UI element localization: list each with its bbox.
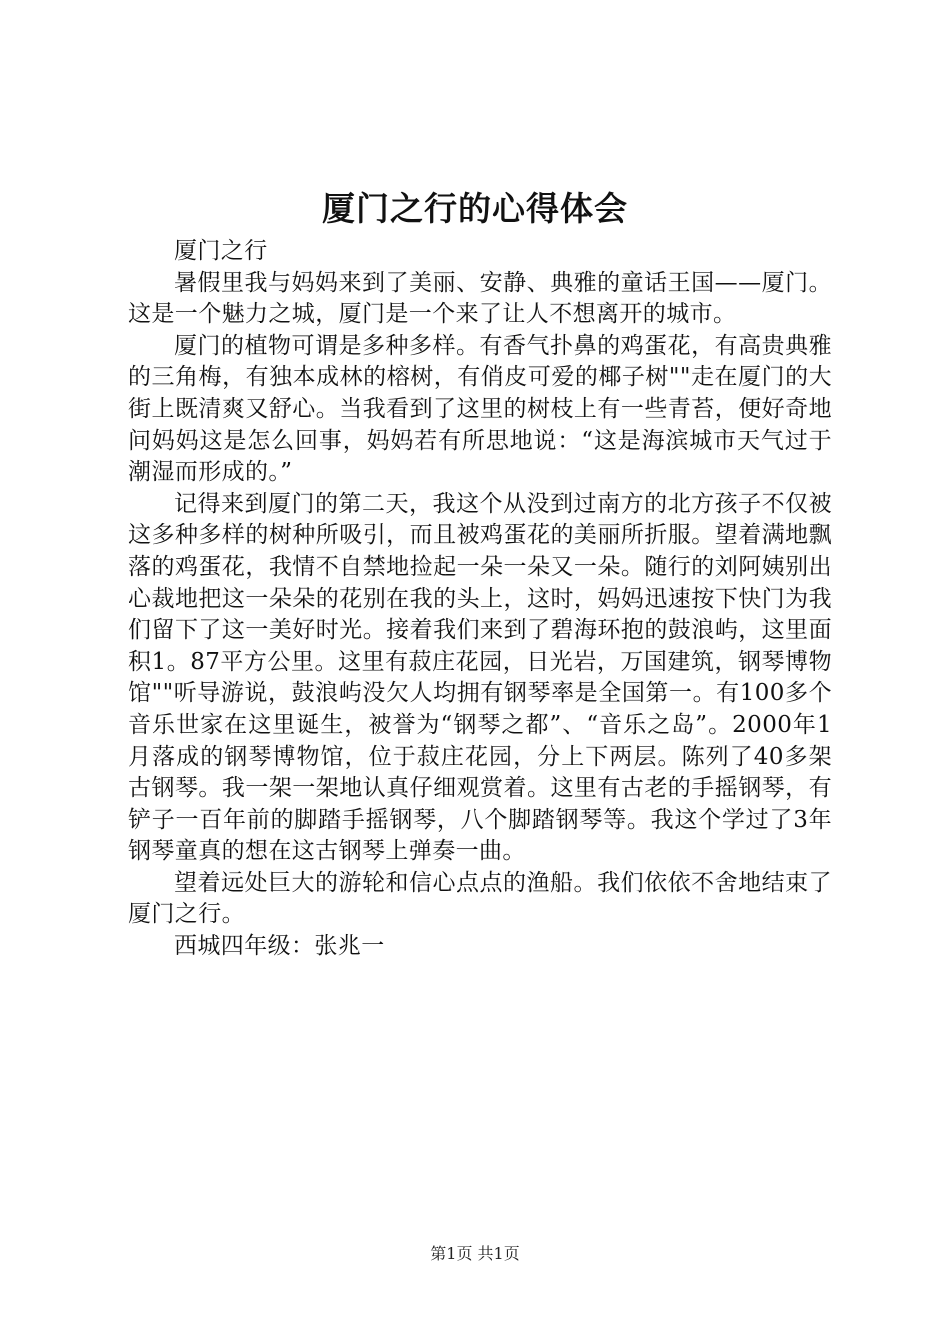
document-body [128, 236, 832, 963]
paragraph-ending: 望着远处巨大的游轮和信心点点的渔船。我们依依不舍地结束了厦门之行。 [128, 869, 832, 928]
page-footer: 第1页 共1页 [430, 1244, 520, 1263]
paragraph-plants: 厦门的植物可谓是多种多样。有香气扑鼻的鸡蛋花，有高贵典雅的三角梅，有独本成林的榕树，有俏皮可爱的椰子树""走在厦门的大街上既清爽又舒心。当我看到了这里的树枝上有一些青苔，便好奇地问妈妈这是怎么回事，妈妈若有所思地说：“这是海滨城市天气过于潮湿而形成的。” [128, 332, 832, 486]
paragraph-second-day: 记得来到厦门的第二天，我这个从没到过南方的北方孩子不仅被这多种多样的树种所吸引，而且被鸡蛋花的美丽所折服。望着满地飘落的鸡蛋花，我情不自禁地捡起一朵一朵又一朵。随行的刘阿姨别出心裁地把这一朵朵的花别在我的头上，这时，妈妈迅速按下快门为我们留下了这一美好时光。接着我们来到了碧海环抱的鼓浪屿，这里面积1。87平方公里。这里有菽庄花园，日光岩，万国建筑，钢琴博物馆""听导游说，鼓浪屿没欠人均拥有钢琴率是全国第一。有100多个音乐世家在这里诞生，被誉为“钢琴之都”、“音乐之岛”。2000年1月落成的钢琴博物馆，位于菽庄花园，分上下两层。陈列了40多架古钢琴。我一架一架地认真仔细观赏着。这里有古老的手摇钢琴，有铲子一百年前的脚踏手摇钢琴，八个脚踏钢琴等。我这个学过了3年钢琴童真的想在这古钢琴上弹奏一曲。 [128, 490, 832, 865]
document-title: 厦门之行的心得体会 [322, 189, 628, 228]
paragraph-intro: 暑假里我与妈妈来到了美丽、安静、典雅的童话王国——厦门。这是一个魅力之城，厦门是一个来了让人不想离开的城市。 [128, 269, 832, 328]
paragraph-heading: 厦门之行 [174, 238, 268, 264]
paragraph-author: 西城四年级：张兆一 [174, 933, 385, 960]
